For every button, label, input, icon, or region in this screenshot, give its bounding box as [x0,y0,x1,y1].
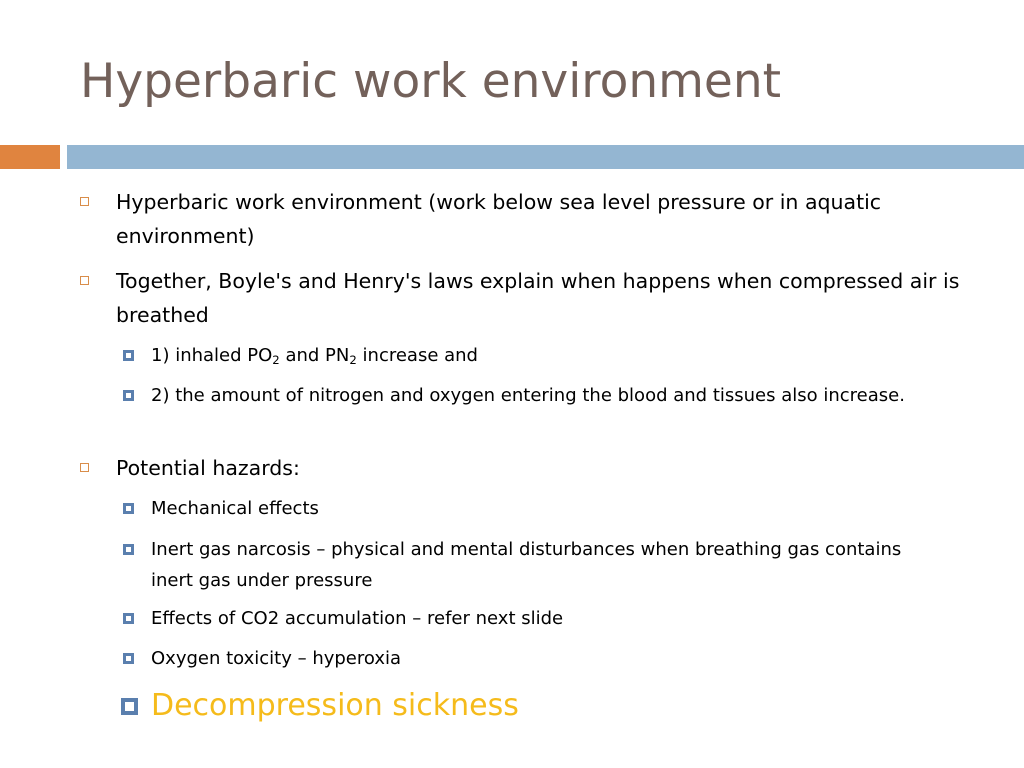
sub-bullet-text: Mechanical effects [151,498,319,519]
subscript: 2 [272,352,280,367]
filled-square-bullet-icon [123,350,134,361]
subscript: 2 [349,352,357,367]
sub-bullet-text: Inert gas narcosis – physical and mental disturbances when breathing gas contains inert gas under pressure [151,539,902,591]
filled-square-bullet-icon [123,390,134,401]
hollow-square-bullet-icon [80,276,89,285]
highlight-bullet-text: Decompression sickness [151,688,519,723]
filled-square-bullet-icon [123,503,134,514]
text-fragment: increase and [356,345,478,366]
filled-square-bullet-icon [123,544,134,555]
highlight-bullet-item [151,686,519,726]
sub-bullet-item [151,493,931,524]
filled-square-bullet-icon [123,613,134,624]
sub-bullet-item [151,340,931,371]
sub-bullet-text [151,345,478,366]
hollow-square-bullet-icon [80,463,89,472]
bullet-text: Potential hazards: [116,456,300,480]
sub-bullet-item [151,643,931,674]
filled-square-bullet-icon [123,653,134,664]
text-fragment: and PN [279,345,350,366]
text-fragment: 1) inhaled PO [151,345,273,366]
sub-bullet-text: Effects of CO2 accumulation – refer next slide [151,608,564,629]
slide-title: Hyperbaric work environment [80,54,782,109]
bullet-text: Hyperbaric work environment (work below sea level pressure or in aquatic environment) [116,190,882,248]
bullet-item [116,185,996,253]
bullet-text: Together, Boyle's and Henry's laws explain when happens when compressed air is breathed [116,269,960,327]
sub-bullet-item [151,380,931,411]
filled-square-bullet-icon [121,698,138,715]
sub-bullet-item [151,603,931,634]
hollow-square-bullet-icon [80,197,89,206]
bullet-item [116,451,996,485]
sub-bullet-text: Oxygen toxicity – hyperoxia [151,648,402,669]
sub-bullet-text: 2) the amount of nitrogen and oxygen entering the blood and tissues also increase. [151,385,905,406]
bullet-item [116,264,996,332]
sub-bullet-item [151,534,931,596]
